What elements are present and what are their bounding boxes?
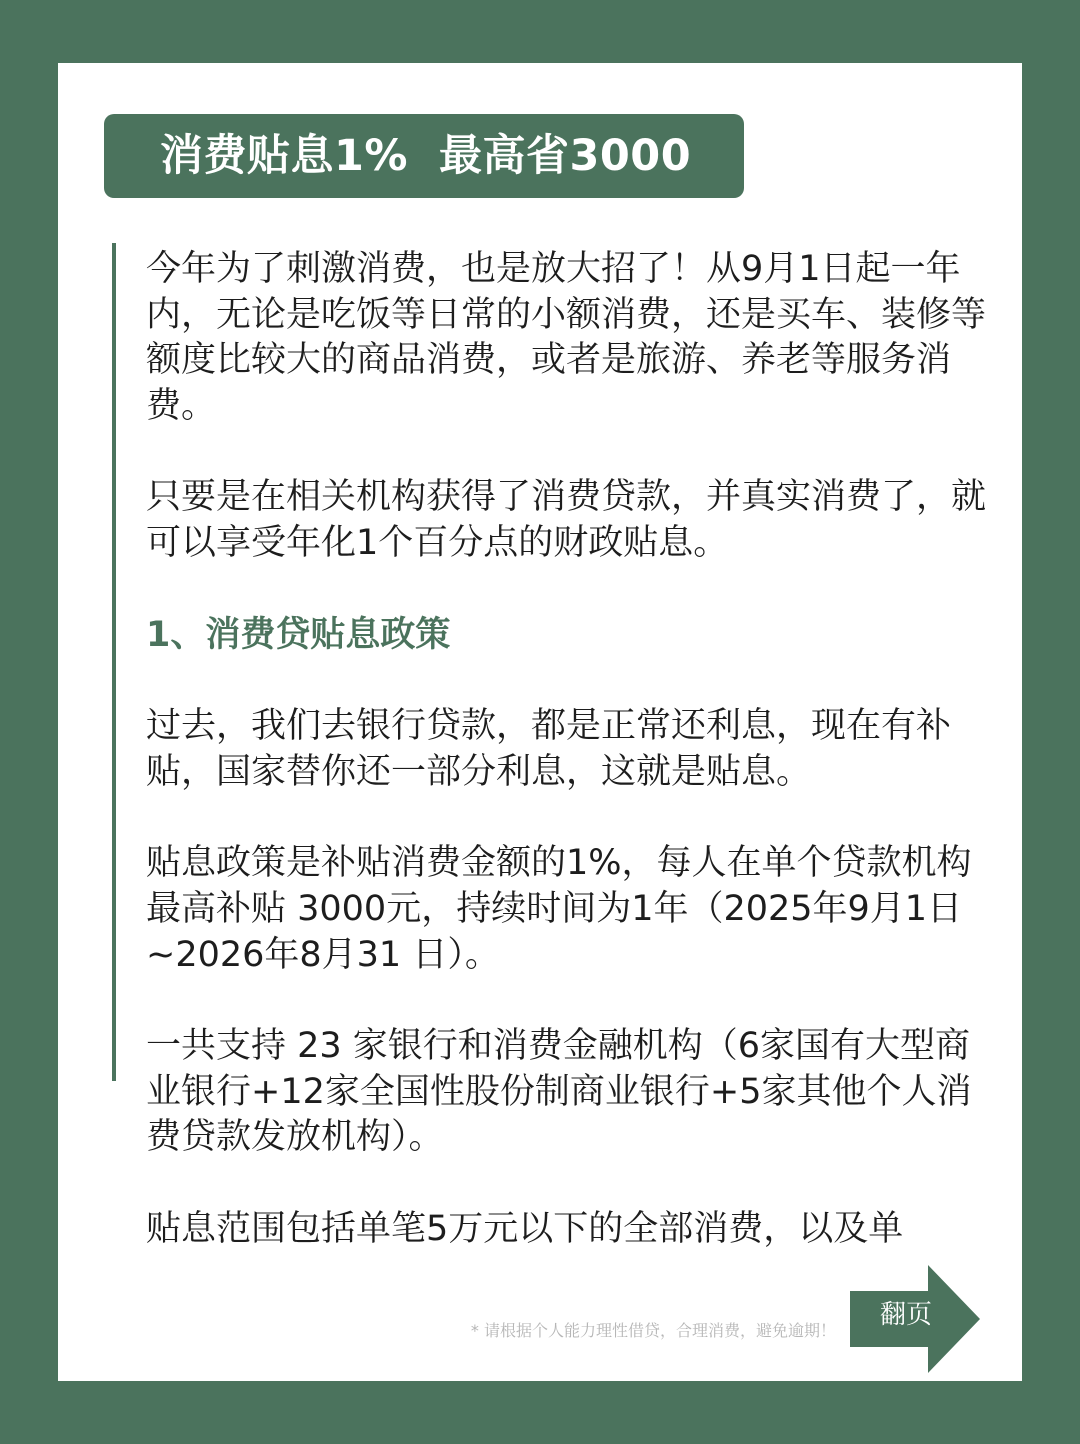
quote-bar bbox=[112, 243, 116, 1081]
title-banner bbox=[104, 114, 744, 198]
paragraph: 一共支持 23 家银行和消费金融机构（6家国有大型商业银行+12家全国性股份制商业银行+5家其他个人消费贷款发放机构）。 bbox=[146, 1026, 972, 1158]
page-title: 消费贴息1% 最高省3000 bbox=[160, 130, 692, 181]
content-card bbox=[58, 63, 1022, 1381]
paragraph: 贴息政策是补贴消费金额的1%，每人在单个贷款机构最高补贴 3000元，持续时间为1年（2025年9月1日~2026年8月31 日）。 bbox=[146, 843, 972, 975]
paragraph: 今年为了刺激消费，也是放大招了！从9月1日起一年内，无论是吃饭等日常的小额消费，还是买车、装修等额度比较大的商品消费，或者是旅游、养老等服务消费。 bbox=[146, 249, 987, 426]
paragraph: 只要是在相关机构获得了消费贷款，并真实消费了，就可以享受年化1个百分点的财政贴息。 bbox=[146, 477, 987, 563]
paragraph: 过去，我们去银行贷款，都是正常还利息，现在有补贴，国家替你还一部分利息，这就是贴息。 bbox=[146, 706, 952, 792]
disclaimer-note: * 请根据个人能力理性借贷，合理消费，避免逾期！ bbox=[470, 1321, 836, 1340]
next-page-button[interactable] bbox=[850, 1265, 980, 1373]
next-page-label: 翻页 bbox=[880, 1300, 933, 1330]
paragraph: 贴息范围包括单笔5万元以下的全部消费，以及单 bbox=[146, 1208, 904, 1249]
article-body bbox=[146, 247, 992, 1299]
section-heading: 1、消费贷贴息政策 bbox=[146, 614, 451, 655]
